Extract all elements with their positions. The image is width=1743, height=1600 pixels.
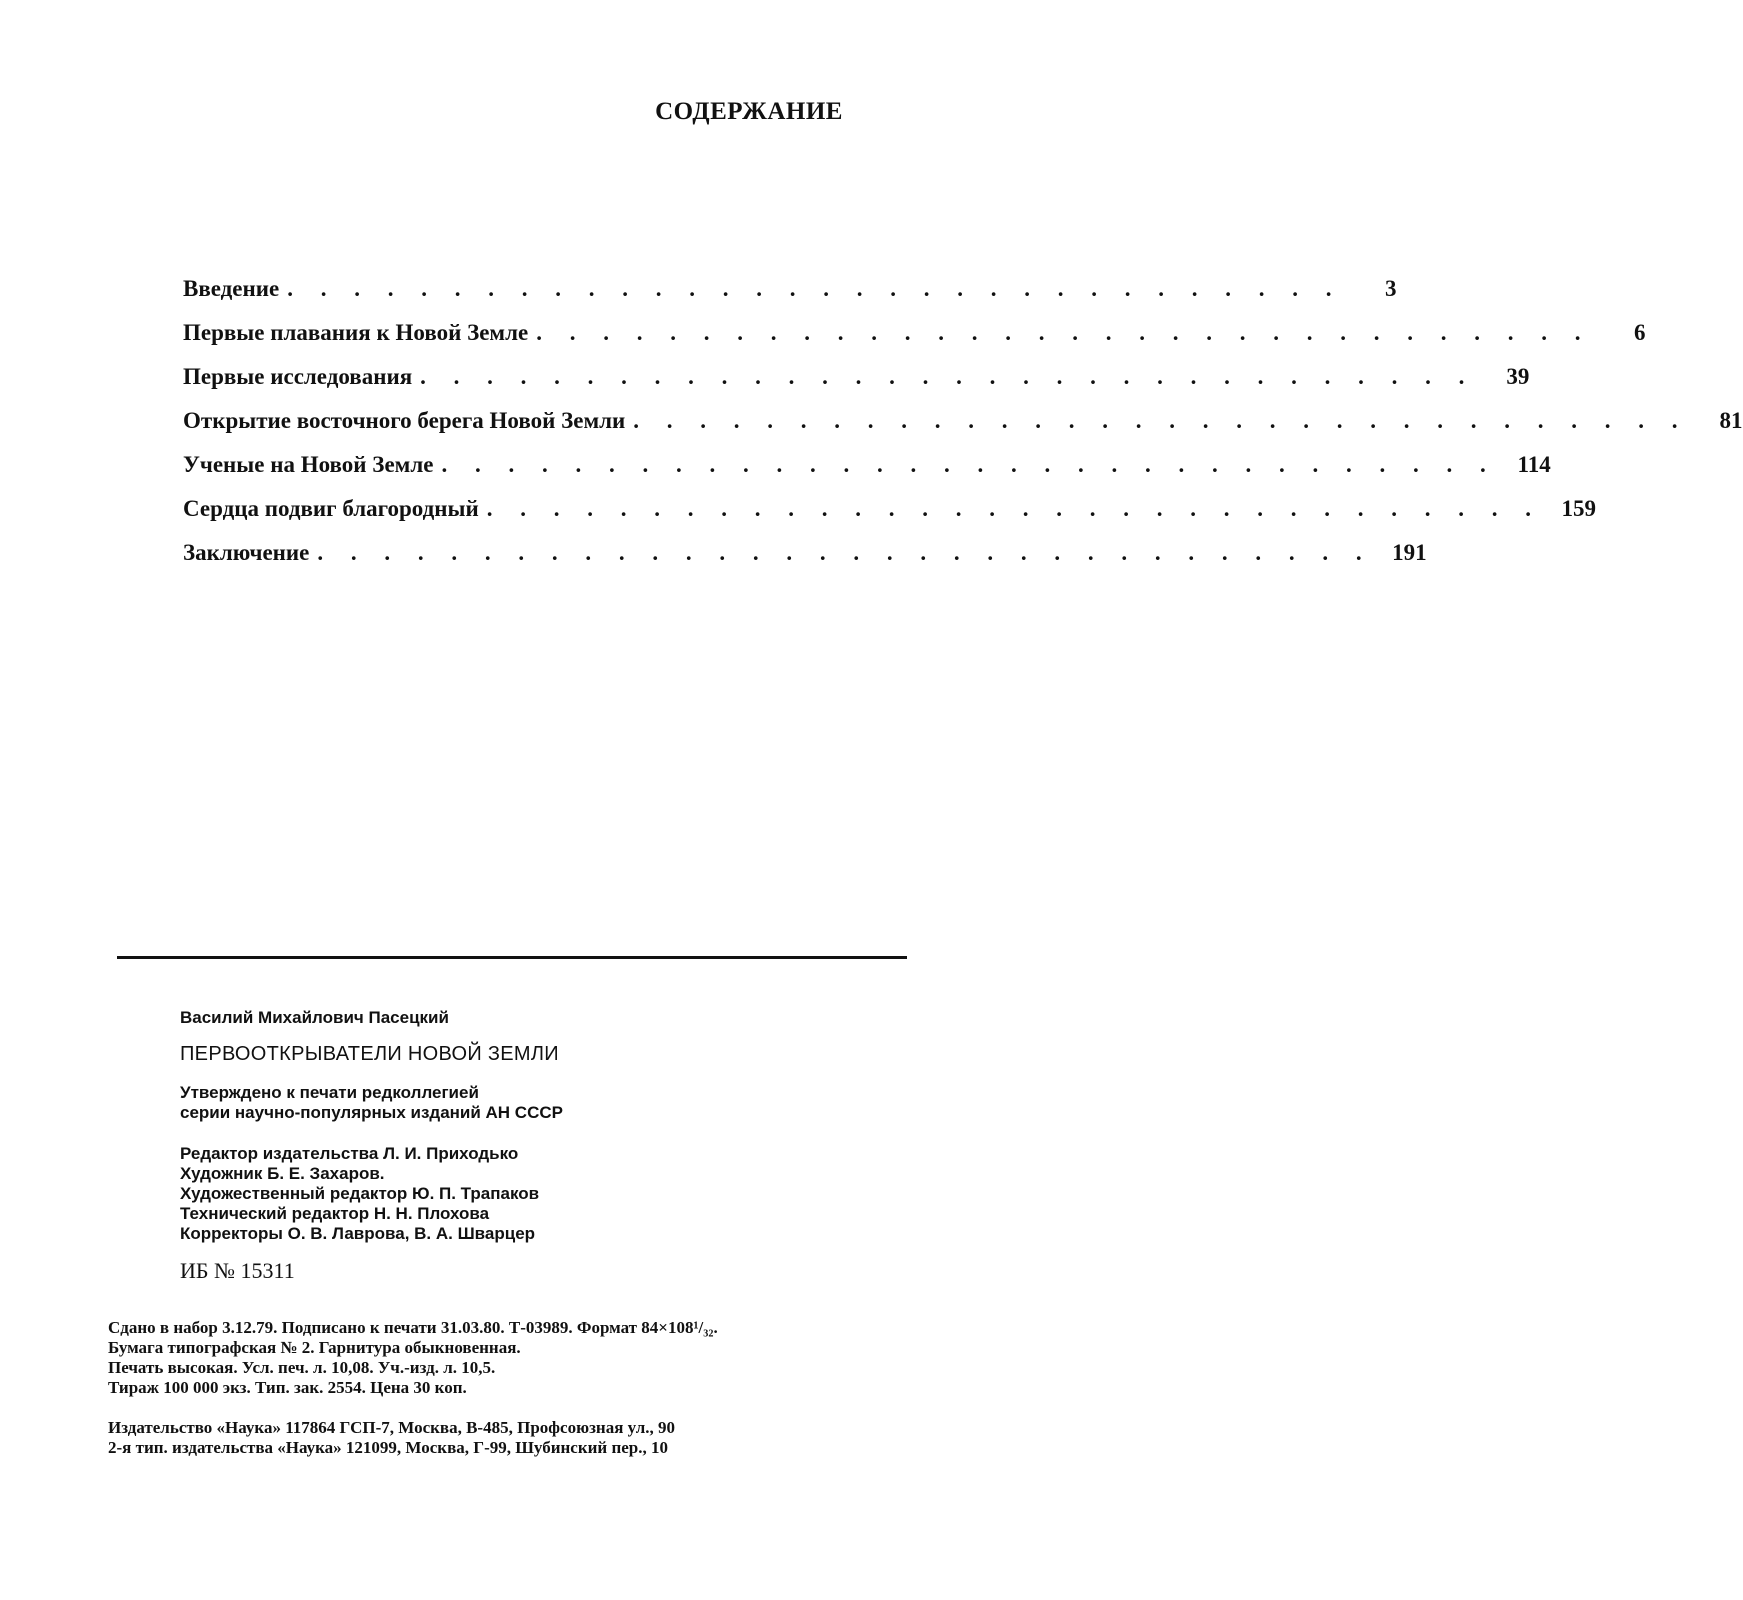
toc-leader-dots: . . . . . . . . . . . . . . . . . . . . . . . . . . . . . . . . <box>287 276 1343 301</box>
toc-entry-label: Открытие восточного берега Новой Земли <box>183 408 626 433</box>
staff-line: Корректоры О. В. Лаврова, В. А. Шварцер <box>180 1224 536 1243</box>
table-of-contents <box>183 276 1743 584</box>
approval-line: Утверждено к печати редколлегией <box>180 1083 479 1102</box>
toc-entry[interactable] <box>183 364 1530 408</box>
toc-leader-dots: . . . . . . . . . . . . . . . . . . . . . . . . . . . . . . . . <box>441 452 1497 477</box>
toc-entry-page: 6 <box>1633 320 1646 345</box>
publisher-info <box>108 1418 988 1458</box>
toc-entry-page: 81 <box>1719 408 1743 433</box>
toc-leader-dots: . . . . . . . . . . . . . . . . . . . . . . . . . . . . . . . . <box>536 320 1592 345</box>
toc-entry[interactable] <box>183 540 1427 584</box>
author-name: Василий Михайлович Пасецкий <box>180 1008 449 1027</box>
toc-entry[interactable] <box>183 276 1397 320</box>
publisher-line: Издательство «Наука» 117864 ГСП-7, Москва, В-485, Профсоюзная ул., 90 <box>108 1418 676 1437</box>
print-data-line: Бумага типографская № 2. Гарнитура обыкновенная. <box>108 1338 521 1357</box>
toc-entry-label: Введение <box>183 276 280 301</box>
print-data-line: Печать высокая. Усл. печ. л. 10,08. Уч.-изд. л. 10,5. <box>108 1358 496 1377</box>
toc-entry-label: Первые исследования <box>183 364 413 389</box>
staff-line: Технический редактор Н. Н. Плохова <box>180 1204 490 1223</box>
print-data-line: Тираж 100 000 экз. Тип. зак. 2554. Цена 30 коп. <box>108 1378 467 1397</box>
toc-entry[interactable] <box>183 408 1743 452</box>
staff-line: Редактор издательства Л. И. Приходько <box>180 1144 519 1163</box>
toc-entry[interactable] <box>183 320 1646 364</box>
divider-rule <box>117 956 907 959</box>
toc-entry-page: 3 <box>1384 276 1397 301</box>
toc-title: СОДЕРЖАНИЕ <box>655 98 843 125</box>
toc-entry-label: Первые плавания к Новой Земле <box>183 320 529 345</box>
toc-entry-page: 114 <box>1517 452 1551 477</box>
approval-note <box>180 1083 563 1123</box>
publisher-line: 2-я тип. издательства «Наука» 121099, Москва, Г-99, Шубинский пер., 10 <box>108 1438 669 1457</box>
approval-line: серии научно-популярных изданий АН СССР <box>180 1103 563 1122</box>
book-title: ПЕРВООТКРЫВАТЕЛИ НОВОЙ ЗЕМЛИ <box>180 1043 559 1065</box>
toc-entry-label: Ученые на Новой Земле <box>183 452 434 477</box>
staff-line: Художественный редактор Ю. П. Трапаков <box>180 1184 540 1203</box>
toc-entry-label: Заключение <box>183 540 310 565</box>
staff-line: Художник Б. Е. Захаров. <box>180 1164 385 1183</box>
toc-entry-page: 39 <box>1506 364 1530 389</box>
editorial-staff <box>180 1144 539 1244</box>
toc-leader-dots: . . . . . . . . . . . . . . . . . . . . . . . . . . . . . . . . <box>317 540 1373 565</box>
toc-entry-page: 191 <box>1392 540 1427 565</box>
print-data <box>108 1318 988 1398</box>
print-data-line: Сдано в набор 3.12.79. Подписано к печати 31.03.80. Т-03989. Формат 84×108¹/₃₂. <box>108 1318 718 1337</box>
toc-entry-page: 159 <box>1561 496 1596 521</box>
ib-number: ИБ № 15311 <box>180 1258 295 1283</box>
toc-leader-dots: . . . . . . . . . . . . . . . . . . . . . . . . . . . . . . . . <box>420 364 1476 389</box>
toc-entry-label: Сердца подвиг благородный <box>183 496 479 521</box>
toc-entry[interactable] <box>183 496 1596 540</box>
toc-leader-dots: . . . . . . . . . . . . . . . . . . . . . . . . . . . . . . . . <box>486 496 1542 521</box>
toc-leader-dots: . . . . . . . . . . . . . . . . . . . . . . . . . . . . . . . . <box>633 408 1689 433</box>
toc-entry[interactable] <box>183 452 1551 496</box>
